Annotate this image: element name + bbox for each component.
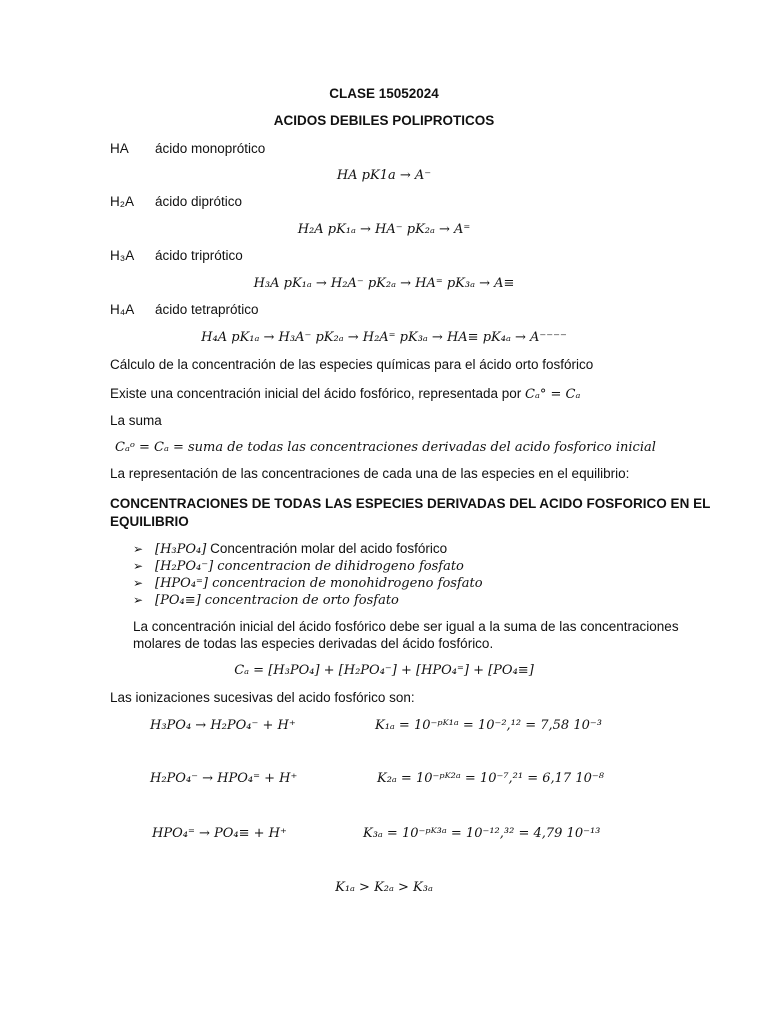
page-subtitle: ACIDOS DEBILES POLIPROTICOS [273, 113, 495, 128]
mass-balance-equation: Cₐ = [H₃PO₄] + [H₂PO₄⁻] + [HPO₄⁼] + [PO₄≡] [234, 663, 534, 678]
math-expression: Cₐᵒ = Cₐ = suma de todas las concentraciones derivadas del acido fosforico inicial [115, 440, 656, 455]
paragraph: La suma [110, 413, 162, 428]
species-description: Concentración molar del acido fosfórico [206, 541, 448, 556]
paragraph: La representación de las concentraciones de cada una de las especies en el equilibrio: [110, 466, 630, 481]
constants-order: K₁ₐ > K₂ₐ > K₃ₐ [335, 880, 433, 895]
species-formula: [H₃PO₄] [155, 542, 207, 557]
ionization-constant: K₂ₐ = 10⁻ᵖᴷ²ᵃ = 10⁻⁷,²¹ = 6,17 10⁻⁸ [377, 771, 604, 786]
paragraph: molares de todas las especies derivadas del ácido fosfórico. [133, 636, 494, 651]
paragraph-text: Existe una concentración inicial del ácido fosfórico, representada por [110, 386, 522, 401]
acid-equation: H₂A pK₁ₐ → HA⁻ pK₂ₐ → A⁼ [297, 222, 471, 237]
acid-equation: H₃A pK₁ₐ → H₂A⁻ pK₂ₐ → HA⁼ pK₃ₐ → A≡ [253, 276, 515, 291]
acid-name: ácido triprótico [155, 248, 243, 263]
page-title: CLASE 15052024 [329, 86, 439, 101]
species-description: concentracion de dihidrogeno fosfato [213, 559, 464, 574]
species-formula: [PO₄≡] [155, 593, 201, 608]
ionization-constant: K₃ₐ = 10⁻ᵖᴷ³ᵃ = 10⁻¹²,³² = 4,79 10⁻¹³ [363, 826, 601, 841]
arrow-bullet-icon: ➢ [133, 576, 144, 590]
acid-name: ácido diprótico [155, 194, 243, 209]
section-heading: CONCENTRACIONES DE TODAS LAS ESPECIES DERIVADAS DEL ACIDO FOSFORICO EN EL [110, 496, 711, 511]
arrow-bullet-icon: ➢ [133, 542, 144, 556]
ionization-reaction: HPO₄⁼ → PO₄≡ + H⁺ [152, 826, 287, 841]
ionization-constant: K₁ₐ = 10⁻ᵖᴷ¹ᵃ = 10⁻²,¹² = 7,58 10⁻³ [375, 718, 602, 733]
paragraph: Cálculo de la concentración de las especies químicas para el ácido orto fosfórico [110, 357, 594, 372]
acid-name: ácido tetraprótico [155, 302, 259, 317]
paragraph: La concentración inicial del ácido fosfórico debe ser igual a la suma de las concentraciones [133, 619, 679, 634]
ionization-reaction: H₃PO₄ → H₂PO₄⁻ + H⁺ [150, 718, 296, 733]
ionization-reaction: H₂PO₄⁻ → HPO₄⁼ + H⁺ [150, 771, 298, 786]
math-expression: Cₐ° = Cₐ [525, 387, 581, 402]
acid-formula: H₃A [110, 248, 135, 263]
acid-formula: HA [110, 141, 129, 156]
section-heading: EQUILIBRIO [110, 514, 189, 529]
paragraph [110, 386, 580, 403]
acid-name: ácido monoprótico [155, 141, 266, 156]
acid-equation: H₄A pK₁ₐ → H₃A⁻ pK₂ₐ → H₂A⁼ pK₃ₐ → HA≡ pK₄ₐ → A⁻⁻⁻⁻ [201, 330, 567, 345]
acid-equation: HA pK1a → A⁻ [336, 168, 432, 183]
species-description: concentracion de orto fosfato [200, 593, 399, 608]
arrow-bullet-icon: ➢ [133, 593, 144, 607]
species-formula: [H₂PO₄⁻] [155, 559, 214, 574]
acid-formula: H₂A [110, 194, 134, 209]
paragraph: Las ionizaciones sucesivas del acido fosfórico son: [110, 690, 415, 705]
species-description: concentracion de monohidrogeno fosfato [207, 576, 483, 591]
arrow-bullet-icon: ➢ [133, 559, 144, 573]
species-formula: [HPO₄⁼] [155, 576, 208, 591]
acid-formula: H₄A [110, 302, 135, 317]
